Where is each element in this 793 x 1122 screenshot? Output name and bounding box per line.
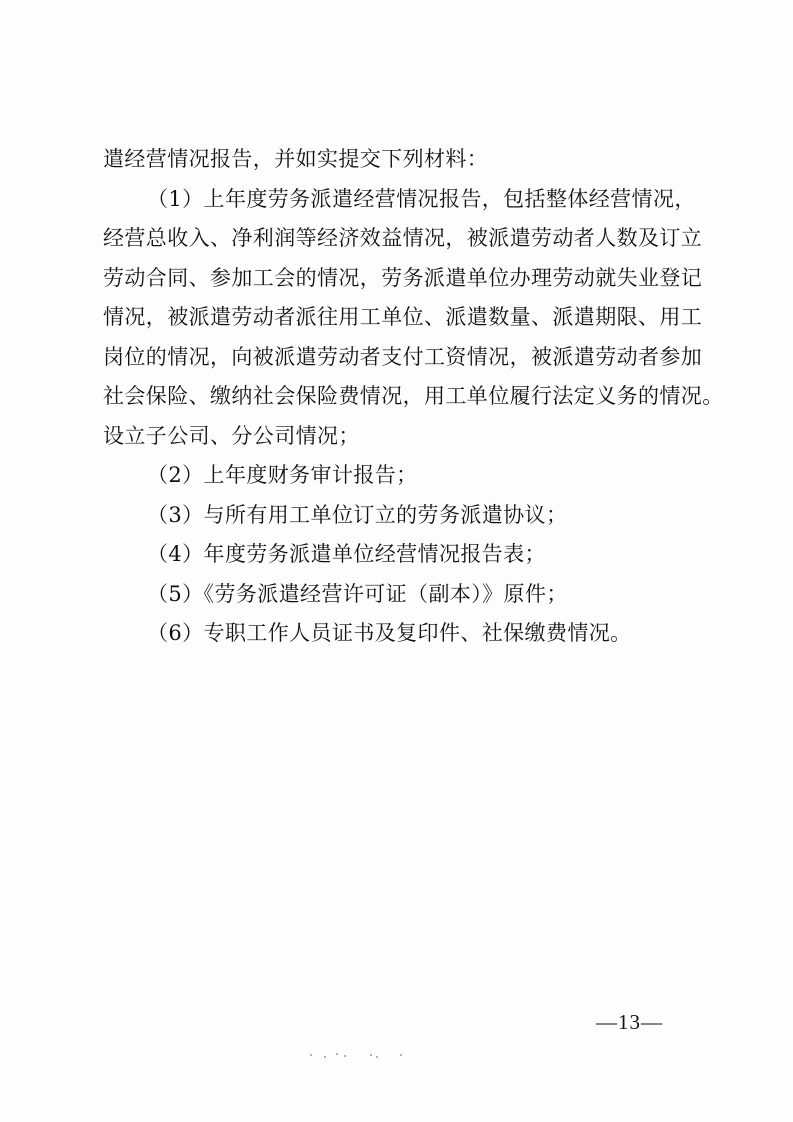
- item-4: （4）年度劳务派遣单位经营情况报告表；: [147, 542, 546, 566]
- item-5: （5）《劳务派遣经营许可证（副本）》原件；: [147, 581, 568, 606]
- scan-speck: [370, 1054, 372, 1056]
- page-number: —13—: [596, 1010, 663, 1034]
- scan-speck: [344, 1055, 346, 1057]
- item-2: （2）上年度财务审计报告；: [147, 463, 418, 487]
- scan-specks: [310, 1052, 420, 1060]
- item-1-line-2: 经营总收入、净利润等经济效益情况，被派遣劳动者人数及订立: [103, 226, 703, 250]
- scan-speck: [336, 1053, 338, 1055]
- item-1-line-6: 社会保险、缴纳社会保险费情况，用工单位履行法定义务的情况。: [103, 384, 724, 408]
- item-1-line-5: 岗位的情况，向被派遣劳动者支付工资情况，被派遣劳动者参加: [103, 344, 703, 369]
- intro-line: 遣经营情况报告，并如实提交下列材料：: [103, 147, 489, 171]
- scan-speck: [310, 1054, 312, 1056]
- item-6: （6）专职工作人员证书及复印件、社保缴费情况。: [147, 621, 632, 645]
- item-1-line-4: 情况，被派遣劳动者派往用工单位、派遣数量、派遣期限、用工: [103, 305, 703, 329]
- scan-speck: [376, 1056, 378, 1058]
- document-body: [103, 140, 724, 654]
- scan-speck: [400, 1054, 402, 1056]
- item-1-line-1: （1）上年度劳务派遣经营情况报告，包括整体经营情况，: [147, 186, 696, 211]
- item-1-line-3: 劳动合同、参加工会的情况，劳务派遣单位办理劳动就失业登记: [103, 265, 703, 290]
- item-3: （3）与所有用工单位订立的劳务派遣协议；: [147, 502, 568, 527]
- scan-speck: [324, 1056, 326, 1058]
- item-1-line-7: 设立子公司、分公司情况；: [103, 423, 360, 448]
